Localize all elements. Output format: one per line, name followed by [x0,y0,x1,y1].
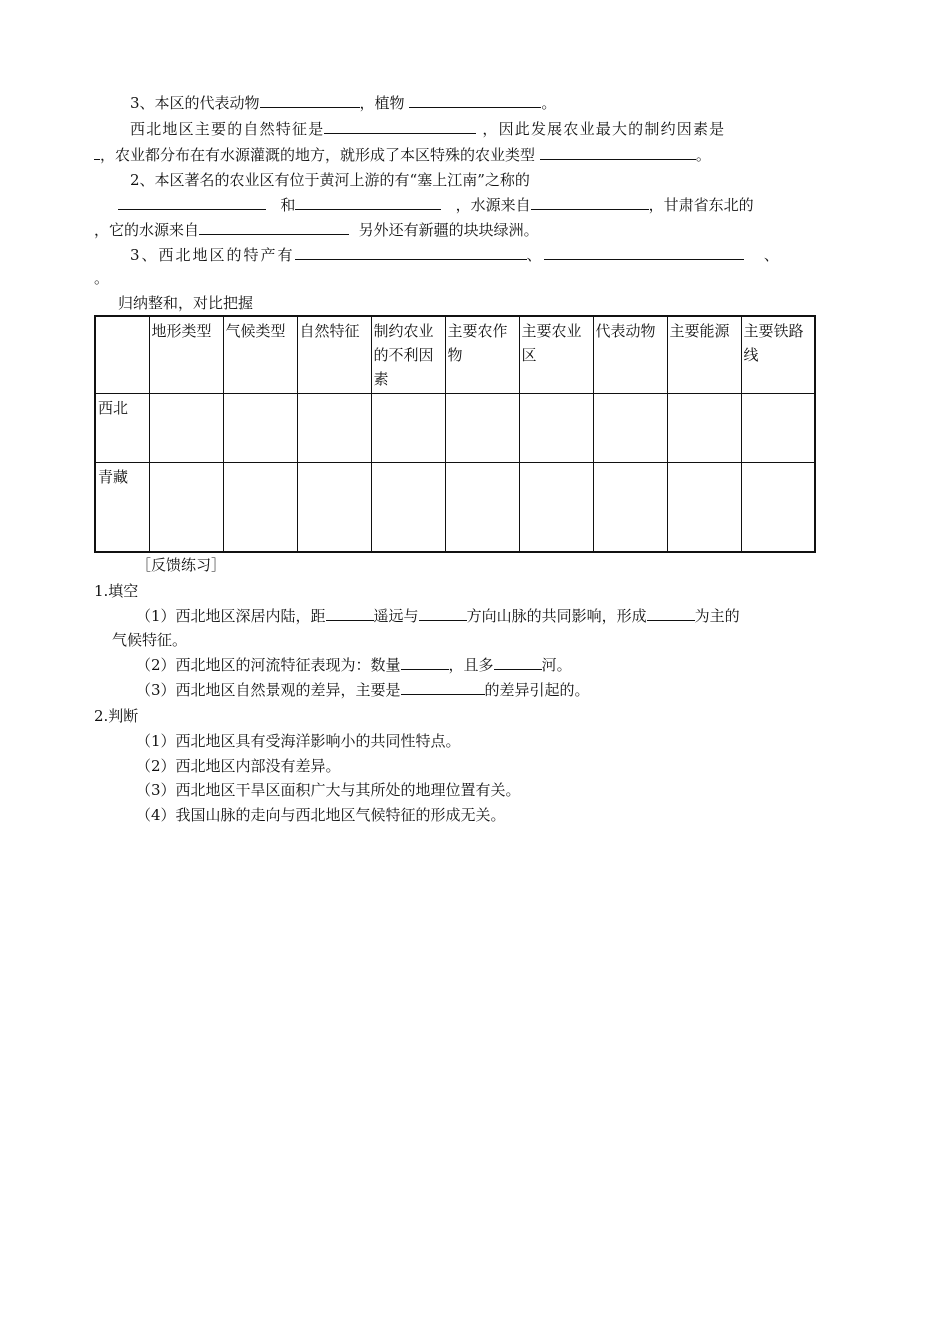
q3b-line [130,245,781,265]
q3b-end-line [94,268,109,288]
table-cell[interactable] [149,394,223,463]
judge-item [136,731,461,751]
table-cell[interactable] [741,394,815,463]
table-cell[interactable] [223,394,297,463]
q2-oasis: 另外还有新疆的块块绿洲。 [358,221,539,239]
header-cell-climate: 气候类型 [223,316,297,394]
plants-blank[interactable] [409,93,541,108]
nature-prefix: 西北地区主要的自然特征是 [130,120,325,138]
judge-item-2: （2）西北地区内部没有差异。 [136,757,341,775]
fill-q3-line [136,680,590,700]
fill-blank-landscape[interactable] [401,680,485,695]
table-cell[interactable] [593,394,667,463]
table-cell[interactable] [297,463,371,553]
header-cell-constraint: 制约农业的不利因素 [371,316,445,394]
nature-end: 。 [695,146,711,164]
judge-heading [94,706,138,726]
row-label-northwest: 西北 [95,394,149,463]
fill-q1-d: 为主的 [694,607,740,625]
nature-line2-start: ， [100,146,116,164]
table-cell[interactable] [519,394,593,463]
table-cell[interactable] [445,463,519,553]
fill-q3-a: （3）西北地区自然景观的差异，主要是 [136,681,401,699]
table-cell[interactable] [297,394,371,463]
fill-q2-b: ，且多 [448,656,494,674]
specialty-blank-1[interactable] [295,245,527,260]
agri-area-blank-1[interactable] [118,195,266,210]
table-cell[interactable] [149,463,223,553]
fill-blank-river-type[interactable] [494,655,542,670]
table-cell[interactable] [371,394,445,463]
nature-line2-text: 农业都分布在有水源灌溉的地方，就形成了本区特殊的农业类型 [115,146,536,164]
fill-blank-climate[interactable] [647,606,695,621]
fill-blank-direction[interactable] [419,606,467,621]
q2-line-2 [118,195,754,215]
fill-heading-text: 1.填空 [94,582,139,600]
fill-q2-c: 河。 [541,656,572,674]
table-cell[interactable] [667,394,741,463]
agri-type-blank[interactable] [540,145,696,160]
fill-q1-line1 [136,606,740,626]
summary-table [94,315,816,553]
header-cell-corner [95,316,149,394]
feedback-title [136,555,226,575]
fill-heading [94,581,138,601]
q3b-prefix: 3、西北地区的特产有 [130,246,295,264]
fill-blank-quantity[interactable] [401,655,449,670]
q3-animals-prefix: 3、本区的代表动物 [130,94,260,112]
judge-heading-text: 2.判断 [94,707,139,725]
header-cell-landform: 地形类型 [149,316,223,394]
header-cell-animals: 代表动物 [593,316,667,394]
header-cell-agri-area: 主要农业区 [519,316,593,394]
header-cell-nature: 自然特征 [297,316,371,394]
fill-q1-b: 遥远与 [373,607,419,625]
table-cell[interactable] [223,463,297,553]
header-cell-railway: 主要铁路线 [741,316,815,394]
table-cell[interactable] [741,463,815,553]
q2-water2: ，它的水源来自 [94,221,200,239]
fill-q1-e: 气候特征。 [112,631,188,649]
q2-line-1 [130,170,530,190]
q2-gansu: ，甘肃省东北的 [648,196,754,214]
q3-plants-label: ，植物 [359,94,405,112]
fill-q1-line2 [112,630,187,650]
table-cell[interactable] [371,463,445,553]
table-cell[interactable] [445,394,519,463]
q2-text: 2、本区著名的农业区有位于黄河上游的有“塞上江南”之称的 [130,171,530,189]
agri-area-blank-2[interactable] [295,195,441,210]
fill-q1-c: 方向山脉的共同影响，形成 [466,607,647,625]
animals-blank[interactable] [260,93,360,108]
judge-item [136,756,341,776]
fill-q3-b: 的差异引起的。 [484,681,590,699]
header-cell-energy: 主要能源 [667,316,741,394]
nature-line-1 [130,119,725,139]
judge-item-1: （1）西北地区具有受海洋影响小的共同性特点。 [136,732,461,750]
header-cell-crops: 主要农作物 [445,316,519,394]
q3-end: 。 [541,94,557,112]
table-row [95,463,815,553]
judge-item-3: （3）西北地区干旱区面积广大与其所处的地理位置有关。 [136,781,521,799]
water-source-blank[interactable] [531,195,649,210]
table-row [95,394,815,463]
q2-and: 和 [280,196,296,214]
fill-blank-ocean[interactable] [326,606,374,621]
q2-water: ，水源来自 [455,196,531,214]
summary-title-text: 归纳整和，对比把握 [118,294,254,312]
fill-q2-a: （2）西北地区的河流特征表现为：数量 [136,656,401,674]
summary-title [118,293,253,313]
water-source-blank-2[interactable] [199,220,349,235]
q3-animals-line [130,93,556,113]
specialty-blank-2[interactable] [544,245,744,260]
q3b-sep: 、 [526,246,544,264]
row-label-qingzang: 青藏 [95,463,149,553]
fill-q2-line [136,655,572,675]
judge-item-4: （4）我国山脉的走向与西北地区气候特征的形成无关。 [136,806,506,824]
nature-mid: ，因此发展农业最大的制约因素是 [482,120,726,138]
q3b-end: 。 [94,269,110,287]
q2-line-3 [94,220,539,240]
nature-line-2 [94,145,711,165]
q3b-sep2: 、 [763,246,781,264]
table-cell[interactable] [667,463,741,553]
table-cell[interactable] [519,463,593,553]
feedback-title-text: ［反馈练习］ [136,556,227,574]
judge-item [136,805,506,825]
judge-item [136,780,521,800]
table-header-row [95,316,815,394]
nature-blank[interactable] [324,119,476,134]
fill-q1-a: （1）西北地区深居内陆，距 [136,607,326,625]
table-cell[interactable] [593,463,667,553]
